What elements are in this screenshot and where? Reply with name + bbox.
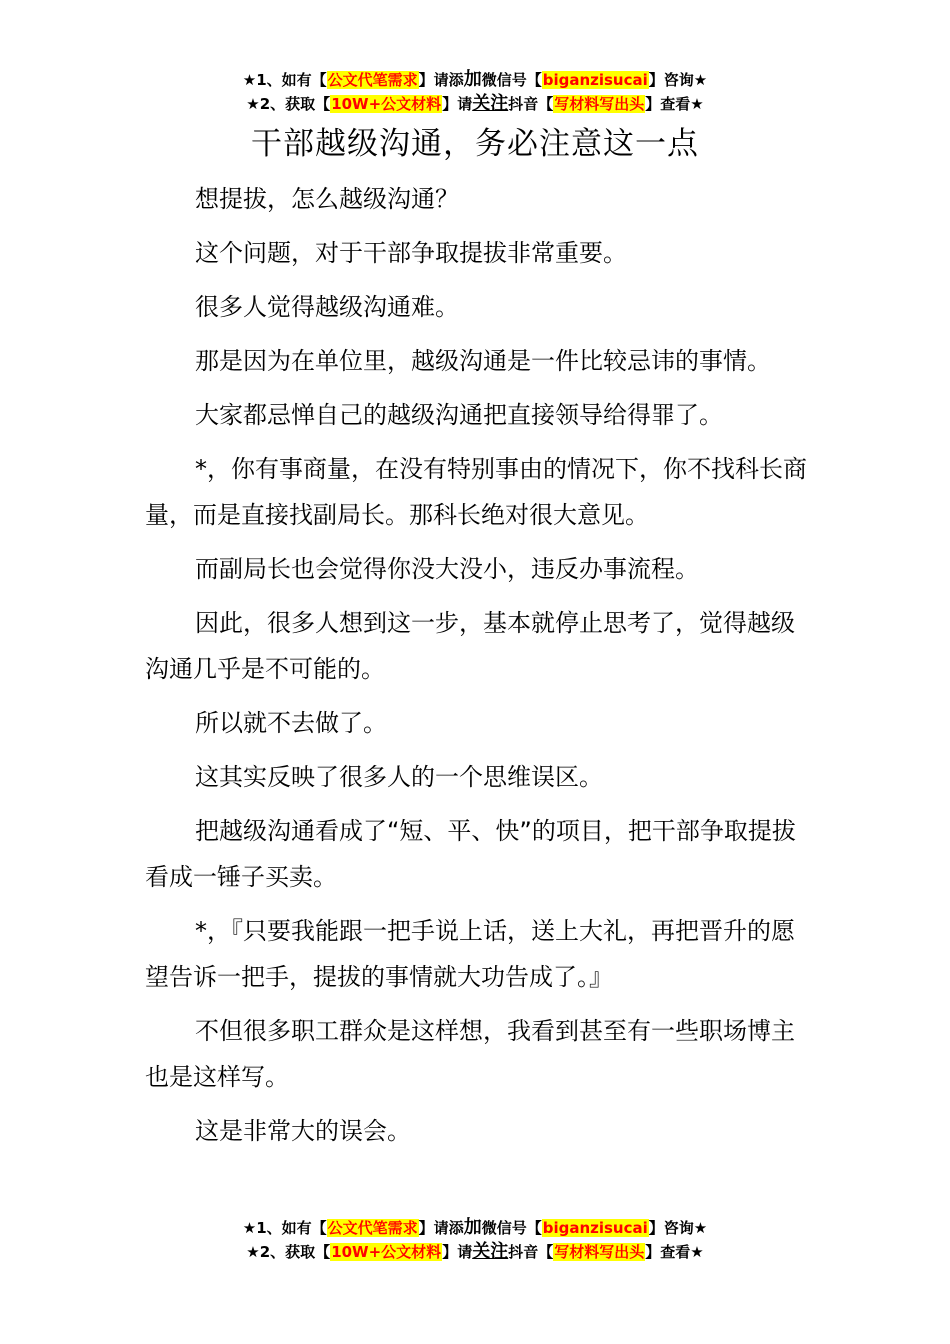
paragraph: 那是因为在单位里，越级沟通是一件比较忌讳的事情。 — [195, 347, 771, 375]
wechat-id-highlight: biganzisucai — [542, 1219, 648, 1237]
wechat-service-highlight: 公文代笔需求 — [327, 71, 418, 89]
document-body — [145, 176, 810, 1162]
paragraph: *，你有事商量，在没有特别事由的情况下，你不找科长商量，而是直接找副局长。那科长绝对很大意见。 — [145, 455, 807, 529]
wechat-id-highlight: biganzisucai — [542, 71, 648, 89]
header-ad — [0, 68, 950, 116]
paragraph: 这是非常大的误会。 — [195, 1117, 411, 1145]
paragraph: 想提拔，怎么越级沟通？ — [195, 185, 459, 213]
douyin-account-highlight: 写材料写出头 — [554, 95, 645, 113]
paragraph: *，『只要我能跟一把手说上话，送上大礼，再把晋升的愿望告诉一把手，提拔的事情就大功告成了。』 — [145, 917, 795, 991]
materials-highlight: 10W+公文材料 — [331, 1243, 442, 1261]
header-ad-line-1: ★1、如有【公文代笔需求】请添加微信号【biganzisucai】咨询★ — [242, 69, 708, 90]
footer-ad — [0, 1216, 950, 1264]
footer-ad-line-1: ★1、如有【公文代笔需求】请添加微信号【biganzisucai】咨询★ — [242, 1217, 708, 1238]
paragraph: 因此，很多人想到这一步，基本就停止思考了，觉得越级沟通几乎是不可能的。 — [145, 609, 795, 683]
paragraph: 这个问题，对于干部争取提拔非常重要。 — [195, 239, 627, 267]
douyin-account-highlight: 写材料写出头 — [554, 1243, 645, 1261]
paragraph: 很多人觉得越级沟通难。 — [195, 293, 459, 321]
paragraph: 而副局长也会觉得你没大没小，违反办事流程。 — [195, 555, 699, 583]
paragraph: 不但很多职工群众是这样想，我看到甚至有一些职场博主也是这样写。 — [145, 1017, 795, 1091]
paragraph: 这其实反映了很多人的一个思维误区。 — [195, 763, 603, 791]
header-ad-line-2: ★2、获取【10W+公文材料】请关注抖音【写材料写出头】查看★ — [246, 93, 704, 114]
paragraph: 所以就不去做了。 — [195, 709, 387, 737]
document-title: 干部越级沟通，务必注意这一点 — [251, 126, 699, 162]
paragraph: 把越级沟通看成了“短、平、快”的项目，把干部争取提拔看成一锤子买卖。 — [145, 817, 796, 891]
paragraph: 大家都忌惮自己的越级沟通把直接领导给得罪了。 — [195, 401, 723, 429]
wechat-service-highlight: 公文代笔需求 — [327, 1219, 418, 1237]
footer-ad-line-2: ★2、获取【10W+公文材料】请关注抖音【写材料写出头】查看★ — [246, 1241, 704, 1262]
materials-highlight: 10W+公文材料 — [331, 95, 442, 113]
